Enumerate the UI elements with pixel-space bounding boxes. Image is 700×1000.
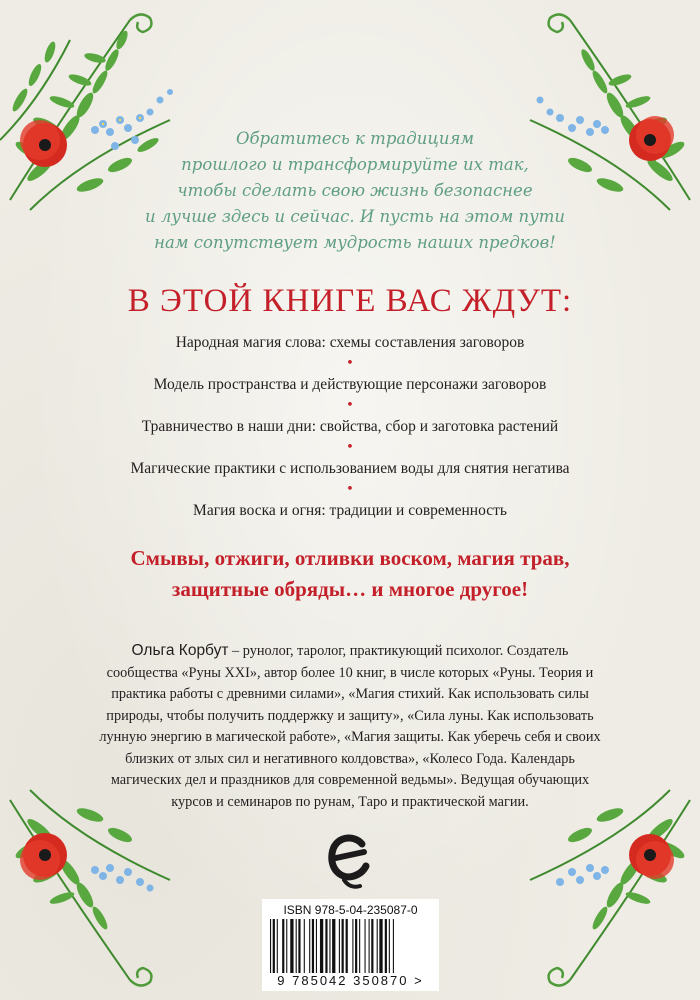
barcode-bar xyxy=(371,919,373,973)
barcode-bar xyxy=(304,919,305,973)
barcode-bar xyxy=(290,919,293,973)
feature-item: Магические практики с использованием воды для снятия негатива xyxy=(130,460,570,477)
barcode-digits: 9 785042 350870 > xyxy=(277,973,424,988)
isbn-label: ISBN 978-5-04-235087-0 xyxy=(283,903,418,917)
barcode-bar xyxy=(379,919,382,973)
barcode-bar xyxy=(309,919,310,973)
publisher-e-logo-icon xyxy=(324,830,372,890)
barcode-bars xyxy=(268,919,433,973)
barcode-bar xyxy=(282,919,284,973)
barcode-bar xyxy=(332,919,335,973)
floral-corner-bottom-left xyxy=(0,780,200,1000)
author-bio-line: лунную энергию в магической работе», «Магия защиты. Как уберечь себя и своих xyxy=(99,729,601,745)
feature-item: Модель пространства и действующие персонажи заговоров xyxy=(153,376,547,393)
fern-poppy-icon xyxy=(500,780,700,1000)
tagline-line: Смывы, отжиги, отливки воском, магия трав, xyxy=(130,546,570,570)
barcode-bar xyxy=(273,919,275,973)
author-bio xyxy=(80,640,620,813)
quote-line: Обратитесь к традициям xyxy=(235,129,475,148)
barcode-bar xyxy=(320,919,323,973)
bullet-separator: • xyxy=(346,398,354,413)
barcode-bar xyxy=(312,919,314,973)
author-bio-text: – рунолог, таролог, практикующий психолог. Создатель xyxy=(228,643,569,659)
barcode-bar xyxy=(316,919,317,973)
author-bio-line: магических дел и праздников для современной ведьмы». Ведущая обучающих xyxy=(110,772,590,788)
author-bio-line: курсов и семинаров по рунам, Таро и практической магии. xyxy=(171,793,529,810)
bullet-separator: • xyxy=(346,440,354,455)
barcode-bar xyxy=(355,919,357,973)
barcode-bar xyxy=(365,919,366,973)
author-bio-line: близких от злых сил и негативного колдовства», «Колесо Года. Календарь xyxy=(125,750,575,767)
quote-line: нам сопутствует мудрость наших предков! xyxy=(154,233,556,252)
barcode-bar xyxy=(286,919,287,973)
feature-item: Травничество в наши дни: свойства, сбор и заготовка растений xyxy=(141,418,559,435)
barcode-bar xyxy=(329,919,330,973)
barcode-bar xyxy=(377,919,378,973)
barcode-bar xyxy=(270,919,271,973)
fern-poppy-icon xyxy=(0,780,200,1000)
barcode-bar xyxy=(339,919,340,973)
tagline-line: защитные обряды… и многое другое! xyxy=(171,577,529,601)
bullet-separator: • xyxy=(346,356,354,371)
quote-line: и лучше здесь и сейчас. И пусть на этом пути xyxy=(145,207,565,226)
barcode-bar xyxy=(352,919,353,973)
floral-corner-bottom-right xyxy=(500,780,700,1000)
author-bio-line: практика работы с древними силами», «Магия стихий. Как использовать силы xyxy=(111,686,589,702)
author-bio-line xyxy=(80,640,620,663)
barcode-bar xyxy=(359,919,360,973)
barcode-bar xyxy=(296,919,297,973)
barcode-bar xyxy=(277,919,278,973)
barcode-bar xyxy=(298,919,300,973)
feature-item: Народная магия слова: схемы составления заговоров xyxy=(175,334,525,351)
bullet-separator: • xyxy=(346,482,354,497)
feature-list xyxy=(50,333,650,521)
quote-line: прошлого и трансформируйте их так, xyxy=(181,155,529,174)
barcode-bar xyxy=(325,919,327,973)
barcode-bar xyxy=(393,919,394,973)
tagline xyxy=(40,543,660,605)
barcode-bar xyxy=(342,919,344,973)
epigraph-quote xyxy=(140,126,570,256)
author-bio-line: природы, чтобы получить поддержку и защиту», «Сила луны. Как использовать xyxy=(106,707,594,724)
isbn-barcode xyxy=(262,899,439,991)
barcode-bar xyxy=(369,919,370,973)
author-name: Ольга Корбут xyxy=(131,642,229,659)
author-bio-line: сообщества «Руны XXI», автор более 10 книг, в числе которых «Руны. Теория и xyxy=(106,664,594,681)
barcode-bar xyxy=(385,919,387,973)
barcode-bar xyxy=(389,919,390,973)
feature-item: Магия воска и огня: традиции и современность xyxy=(193,502,507,519)
quote-line: чтобы сделать свою жизнь безопаснее xyxy=(177,181,533,200)
barcode-bar xyxy=(346,919,348,973)
section-headline: В ЭТОЙ КНИГЕ ВАС ЖДУТ: xyxy=(127,283,573,319)
